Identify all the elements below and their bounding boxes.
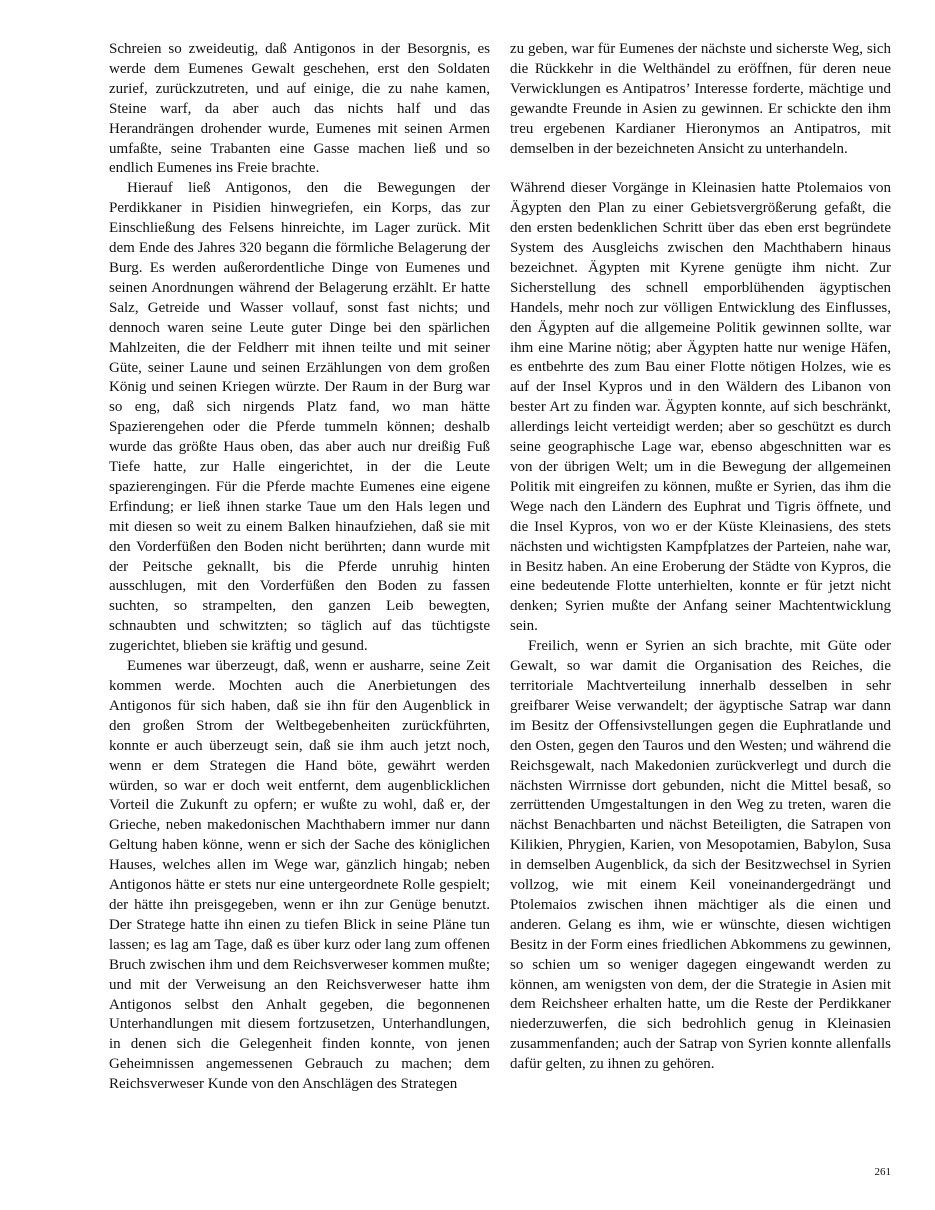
paragraph: Schreien so zweideutig, daß Antigonos in der Besorgnis, es werde dem Eumenes Gewalt geschehen, erst den Soldaten zurief, zurückzutreten, und auf einige, die zu nahe kamen, Steine warf, da aber auch das nichts half und das Herandrängen drohender wurde, Eumenes mit seinen Armen umfaßte, seine Trabanten eine Gasse machen ließ und so endlich Eumenes ins Freie brachte. <box>109 41 490 177</box>
paragraph: zu geben, war für Eumenes der nächste und sicherste Weg, sich die Rückkehr in die Welthändel zu eröffnen, für deren neue Verwicklungen es Antipatros’ Interesse forderte, mächtige und gewandte Freunde in Asien zu gewinnen. Er schickte den ihm treu ergebenen Kardianer Hieronymos an Antipatros, mit demselben in der bezeichneten Ansicht zu unterhandeln. <box>510 41 891 157</box>
paragraph: Freilich, wenn er Syrien an sich brachte, mit Güte oder Gewalt, so war damit die Organisation des Reiches, die territoriale Machtverteilung innerhalb desselben in sehr greifbarer Weise verwandelt; der ägyptische Satrap war dann im Besitz der Offensivstellungen gegen die Euphratlande und den Osten, gegen den Tauros und den Westen; und während die Reichsgewalt, nach Makedonien zurückverlegt und durch die nächsten Wirrnisse dort gebunden, nicht die Mittel besaß, so zerrüttenden Umgestaltungen in den Weg zu treten, waren die nächst Benachbarten und nächst Beteiligten, die Satrapen von Kilikien, Phrygien, Karien, von Mesopotamien, Babylon, Susa in demselben Augenblick, da sich der Besitzwechsel in Syrien vollzog, wie mit einem Keil voneinandergedrängt und Ptolemaios zwischen ihnen mächtiger als die einen und anderen. Gelang es ihm, wie er wünschte, diesen wichtigen Besitz in der Form eines friedlichen Abkommens zu gewinnen, so schien um so weniger dagegen eingewandt werden zu können, am wenigsten von dem, der die Strategie in Asien mit dem Reichsheer erhalten hatte, um die Reste der Perdikkaner niederzuwerfen, die sich bedrohlich genug in Kleinasien zusammenfanden; auch der Satrap von Syrien konnte allenfalls dafür gelten, zu ihnen zu gehören. <box>510 638 891 1073</box>
paragraph: Hierauf ließ Antigonos, den die Bewegungen der Perdikkaner in Pisidien hinwegriefen, ein Korps, das zur Einschließung des Felsens hinreichte, im Lager zurück. Mit dem Ende des Jahres 320 begann die förmliche Belagerung der Burg. Es werden außerordentliche Dinge von Eumenes und seinen Anordnungen während der Belagerung erzählt. Er hatte Salz, Getreide und Wasser vollauf, sonst fast nichts; und dennoch waren seine Leute guter Dinge bei den spärlichen Mahlzeiten, die der Feldherr mit ihnen teilte und mit seiner Güte, seiner Laune und seinen Erzählungen von dem großen König und seinen Kriegen würzte. Der Raum in der Burg war so eng, daß sich nirgends Platz fand, wo man hätte Spazierengehen oder die Pferde tummeln können; deshalb wurde das größte Haus oben, das aber auch nur dreißig Fuß Tiefe hatte, zur Halle eingerichtet, in der die Leute spazierengingen. Für die Pferde machte Eumenes eine eigene Erfindung; er ließ ihnen starke Taue um den Hals legen und mit diesen so weit zu einem Balken hinaufziehen, daß sie mit den Vorderfüßen den Boden nicht berührten; dann wurde mit der Peitsche geknallt, bis die Pferde unruhig hinten ausschlugen, mit den Vorderfüßen den Boden zu fassen suchten, so strampelten, den ganzen Leib bewegten, schnaubten und schwitzten; so täglich auf das tüchtigste zugerichtet, blieben sie kräftig und gesund. <box>109 180 490 655</box>
paragraph: Eumenes war überzeugt, daß, wenn er ausharre, seine Zeit kommen werde. Mochten auch die Anerbietungen des Antigonos für sich haben, daß sie ihn für den Augenblick in den großen Strom der Weltbegebenheiten zurückführten, konnte er auch überzeugt sein, daß sie ihm auch jetzt noch, wenn er dem Strategen die Hand böte, gewährt werden würden, so war er doch weit entfernt, dem augenblicklichen Vorteil die Zukunft zu opfern; er wußte zu wohl, daß er, der Grieche, neben makedonischen Machthabern immer nur dann Geltung haben könne, wenn er sich der Sache des königlichen Hauses, welches allen im Wege war, gänzlich hingab; neben Antigonos hätte er stets nur eine untergeordnete Rolle gespielt; der hätte ihn preisgegeben, wenn er ihn zur Genüge benutzt. Der Stratege hatte ihn einen zu tiefen Blick in seine Pläne tun lassen; es lag am Tage, daß es über kurz oder lang zum offenen Bruch zwischen ihm und dem Reichsverweser kommen mußte; und mit der Verweisung an den Reichsverweser hatte ihm Antigonos selbst den Anhalt gegeben, die begonnenen Unterhandlungen mit diesem fortzusetzen, Unterhandlungen, in denen sich die Gelegenheit finden konnte, von jenen Geheimnissen angemessenen Gebrauch zu machen; dem Reichsverweser Kunde von den Anschlägen des Strategen <box>109 658 490 1093</box>
right-column <box>510 40 891 1075</box>
paragraph: Während dieser Vorgänge in Kleinasien hatte Ptolemaios von Ägypten den Plan zu einer Gebietsvergrößerung gefaßt, die den ersten bedenklichen Schritt über das eben erst begründete System des Ausgleichs zwischen den Machthabern hinaus bezeichnet. Ägypten mit Kyrene genügte ihm nicht. Zur Sicherstellung des schnell emporblühenden ägyptischen Handels, mehr noch zur völligen Entwicklung des Einflusses, den Ägypten auf die allgemeine Politik gewinnen sollte, war ihm eine Marine nötig; aber Ägypten hatte nur wenige Häfen, es entbehrte des zum Bau einer Flotte nötigen Holzes, wie es auf der Insel Kypros und in den Wäldern des Libanon von bester Art zu finden war. Ägypten konnte, auf sich beschränkt, allerdings leicht verteidigt werden; aber so geschützt es durch seine geographische Lage war, ebenso abgeschnitten war es von der übrigen Welt; um in die Bewegung der allgemeinen Politik mit eingreifen zu können, mußte er Syrien, das ihm die Wege nach den Ländern des Euphrat und Tigris öffnete, und die Insel Kypros, von wo er der Küste Kleinasiens, des stets nächsten und wichtigsten Kampfplatzes der Parteien, nahe war, in Besitz haben. An eine Eroberung der Städte von Kypros, die eine bedeutende Flotte unterhielten, konnte er für jetzt nicht denken; Syrien mußte der Anfang seiner Machtentwicklung sein. <box>510 180 891 635</box>
page-number: 261 <box>874 1166 891 1178</box>
left-column <box>109 40 490 1095</box>
